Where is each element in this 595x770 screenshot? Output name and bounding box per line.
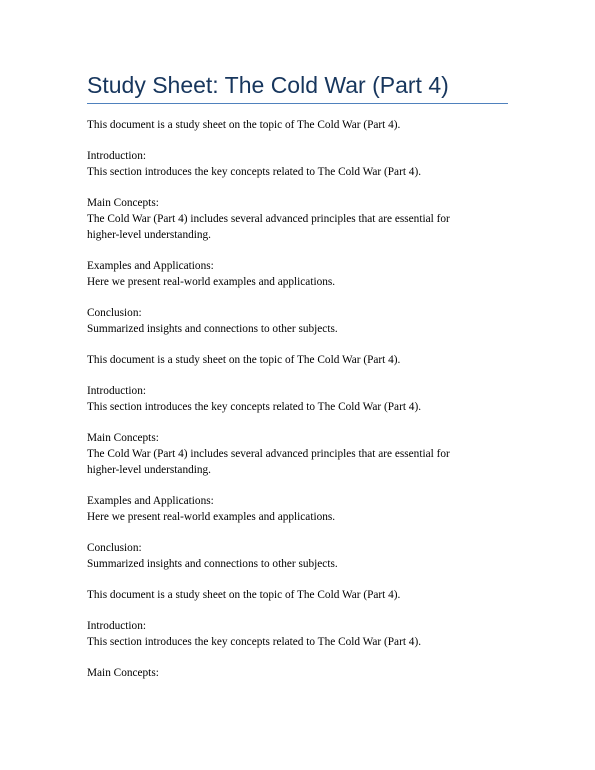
paragraph-line: higher-level understanding. [87,464,212,476]
section-heading: Examples and Applications: [87,495,214,507]
document-paragraph [87,383,517,415]
document-paragraph [87,587,517,603]
document-paragraph [87,305,517,337]
section-heading: Main Concepts: [87,667,159,679]
paragraph-line: This section introduces the key concepts related to The Cold War (Part 4). [87,401,422,413]
paragraph-line: This document is a study sheet on the topic of The Cold War (Part 4). [87,589,401,601]
section-heading: Introduction: [87,385,146,397]
paragraph-line: This section introduces the key concepts related to The Cold War (Part 4). [87,636,422,648]
document-paragraph [87,195,517,243]
section-heading: Main Concepts: [87,197,159,209]
page-title: Study Sheet: The Cold War (Part 4) [87,72,449,98]
document-paragraph [87,540,517,572]
document-body [87,117,517,696]
paragraph-line: This document is a study sheet on the topic of The Cold War (Part 4). [87,354,401,366]
paragraph-line: Summarized insights and connections to other subjects. [87,558,338,570]
paragraph-line: Summarized insights and connections to other subjects. [87,323,338,335]
document-paragraph [87,430,517,478]
document-paragraph [87,665,517,681]
section-heading: Conclusion: [87,542,142,554]
paragraph-line: The Cold War (Part 4) includes several advanced principles that are essential for [87,448,450,460]
document-paragraph [87,493,517,525]
section-heading: Conclusion: [87,307,142,319]
document-paragraph [87,352,517,368]
document-paragraph [87,117,517,133]
paragraph-line: Here we present real-world examples and applications. [87,511,336,523]
paragraph-line: The Cold War (Part 4) includes several advanced principles that are essential for [87,213,450,225]
paragraph-line: This section introduces the key concepts related to The Cold War (Part 4). [87,166,422,178]
paragraph-line: This document is a study sheet on the topic of The Cold War (Part 4). [87,119,401,131]
title-underline [87,103,508,104]
section-heading: Introduction: [87,150,146,162]
paragraph-line: Here we present real-world examples and applications. [87,276,336,288]
document-paragraph [87,618,517,650]
section-heading: Examples and Applications: [87,260,214,272]
document-paragraph [87,148,517,180]
document-paragraph [87,258,517,290]
paragraph-line: higher-level understanding. [87,229,212,241]
section-heading: Introduction: [87,620,146,632]
section-heading: Main Concepts: [87,432,159,444]
